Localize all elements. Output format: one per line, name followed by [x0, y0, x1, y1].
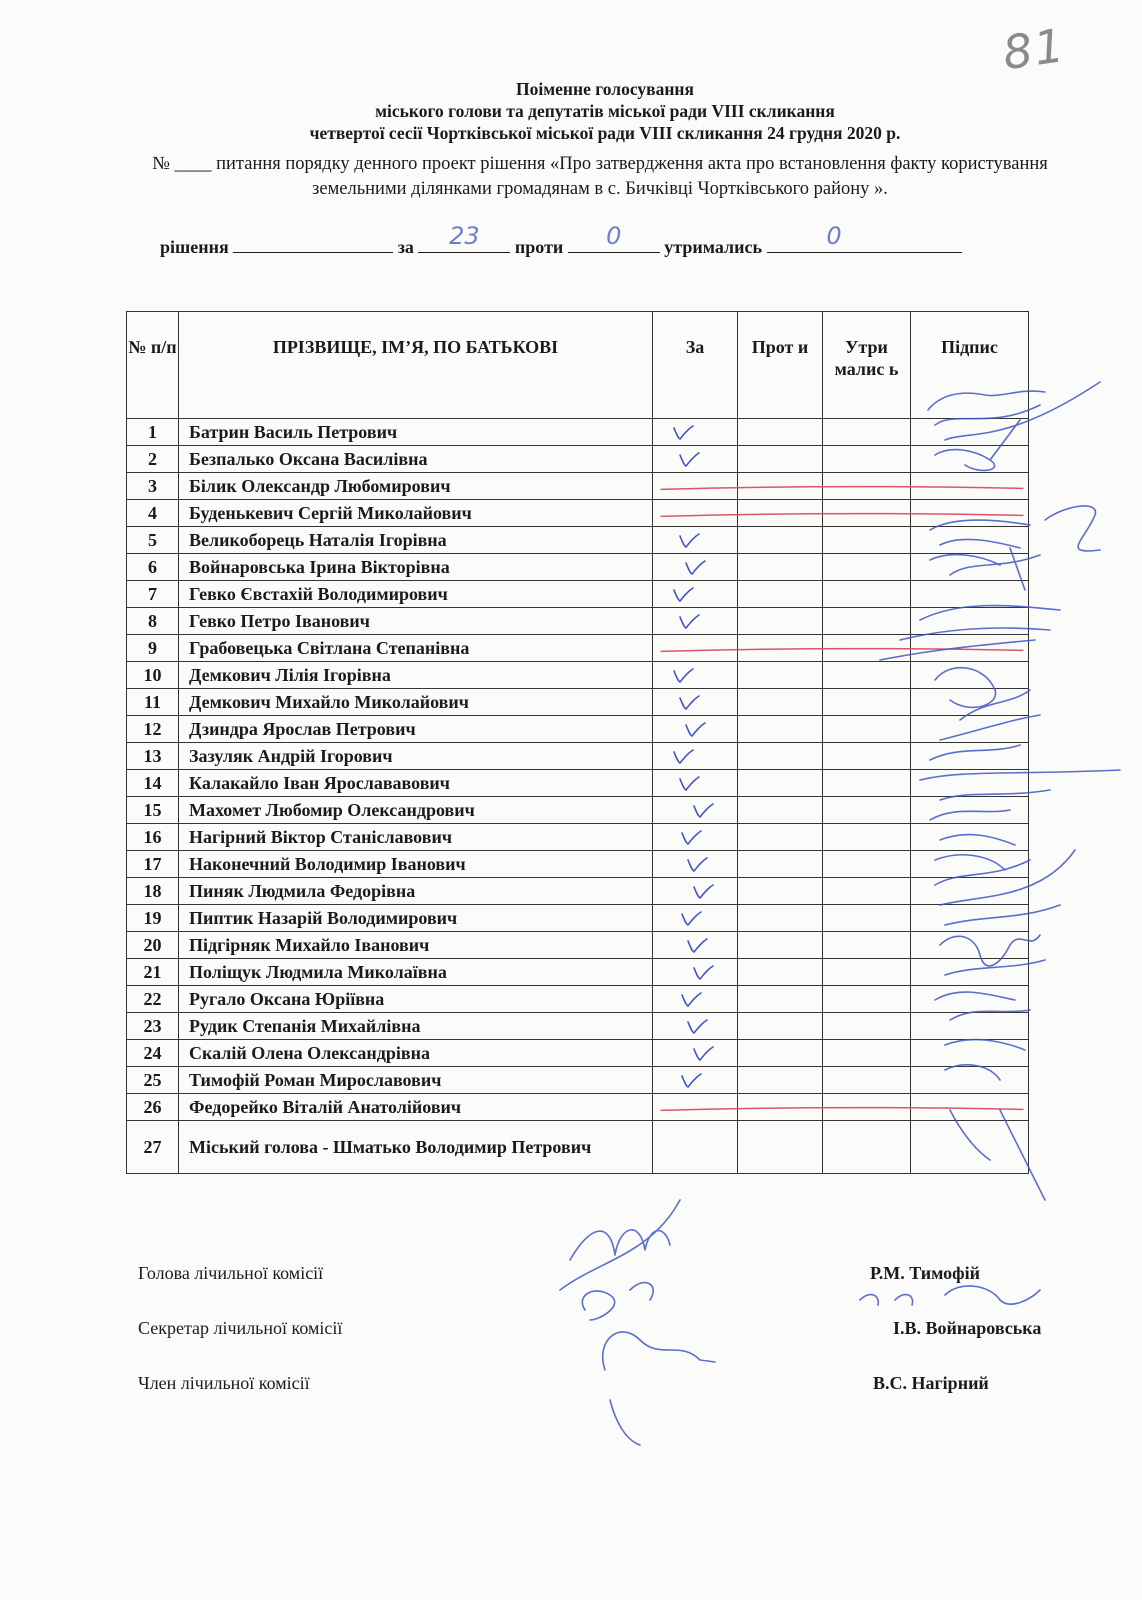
- row-number: 27: [127, 1121, 179, 1174]
- member-full-name: Пиняк Людмила Федорівна: [179, 878, 653, 905]
- row-number: 2: [127, 446, 179, 473]
- vote-for-cell: [653, 1040, 738, 1067]
- row-number: 22: [127, 986, 179, 1013]
- checkmark-icon: [679, 989, 703, 1009]
- table-row: [127, 1013, 1029, 1040]
- vote-for-cell: [653, 473, 738, 500]
- member-name: В.С. Нагірний: [873, 1373, 989, 1393]
- vote-abstained-cell: [823, 1040, 911, 1067]
- vote-for-cell: [653, 581, 738, 608]
- checkmark-icon: [691, 962, 715, 982]
- abstained-blank: [767, 222, 962, 253]
- vote-abstained-cell: [823, 1121, 911, 1174]
- member-full-name: Нагірний Віктор Станіславович: [179, 824, 653, 851]
- vote-abstained-cell: [823, 446, 911, 473]
- member-full-name: Міський голова - Шматько Володимир Петрович: [179, 1121, 653, 1174]
- vote-abstained-cell: [823, 743, 911, 770]
- vote-against-cell: [738, 1067, 823, 1094]
- row-number: 13: [127, 743, 179, 770]
- checkmark-icon: [685, 854, 709, 874]
- vote-against-cell: [738, 1040, 823, 1067]
- table-row: [127, 419, 1029, 446]
- vote-abstained-cell: [823, 527, 911, 554]
- member-full-name: Демкович Лілія Ігорівна: [179, 662, 653, 689]
- vote-against-cell: [738, 581, 823, 608]
- vote-against-cell: [738, 797, 823, 824]
- vote-against-cell: [738, 905, 823, 932]
- vote-against-cell: [738, 743, 823, 770]
- chair-name: Р.М. Тимофій: [870, 1263, 981, 1283]
- signature-cell: [911, 716, 1029, 743]
- row-number: 10: [127, 662, 179, 689]
- signature-cell: [911, 446, 1029, 473]
- commission-secretary-row: [138, 1318, 1058, 1373]
- signature-cell: [911, 554, 1029, 581]
- agenda-question: № ____ питання порядку денного проект рішення «Про затвердження акта про встановлення факту користування земельними ділянками громадянам в с. Бичківці Чортківського району ».: [152, 154, 1048, 199]
- against-label: проти: [514, 237, 564, 257]
- vote-for-cell: [653, 662, 738, 689]
- vote-for-cell: [653, 554, 738, 581]
- document-header: [60, 78, 1142, 144]
- checkmark-icon: [671, 746, 695, 766]
- checkmark-icon: [691, 800, 715, 820]
- vote-tally: [160, 222, 1060, 258]
- vote-against-cell: [738, 662, 823, 689]
- vote-abstained-cell: [823, 959, 911, 986]
- vote-abstained-cell: [823, 419, 911, 446]
- signature-cell: [911, 1013, 1029, 1040]
- checkmark-icon: [679, 827, 703, 847]
- vote-for-cell: [653, 959, 738, 986]
- vote-against-cell: [738, 1013, 823, 1040]
- member-full-name: Дзиндра Ярослав Петрович: [179, 716, 653, 743]
- member-full-name: Ругало Оксана Юріївна: [179, 986, 653, 1013]
- signature-cell: [911, 1040, 1029, 1067]
- against-blank: [568, 222, 660, 253]
- row-number: 18: [127, 878, 179, 905]
- vote-for-cell: [653, 419, 738, 446]
- member-full-name: Поліщук Людмила Миколаївна: [179, 959, 653, 986]
- signature-cell: [911, 1121, 1029, 1174]
- vote-for-cell: [653, 1067, 738, 1094]
- vote-abstained-cell: [823, 635, 911, 662]
- for-blank: [418, 222, 510, 253]
- vote-against-cell: [738, 500, 823, 527]
- table-row: [127, 500, 1029, 527]
- secretary-role: Секретар лічильної комісії: [138, 1318, 343, 1338]
- vote-abstained-cell: [823, 716, 911, 743]
- header-for: За: [653, 312, 738, 419]
- handwritten-page-number: 81: [999, 17, 1070, 81]
- vote-abstained-cell: [823, 986, 911, 1013]
- table-body: [127, 419, 1029, 1174]
- vote-for-cell: [653, 878, 738, 905]
- checkmark-icon: [683, 557, 707, 577]
- member-role: Член лічильної комісії: [138, 1373, 310, 1393]
- vote-abstained-cell: [823, 473, 911, 500]
- vote-for-cell: [653, 824, 738, 851]
- table-row: [127, 716, 1029, 743]
- vote-for-cell: [653, 1013, 738, 1040]
- checkmark-icon: [677, 449, 701, 469]
- signature-cell: [911, 689, 1029, 716]
- vote-against-cell: [738, 770, 823, 797]
- signature-cell: [911, 905, 1029, 932]
- member-full-name: Войнаровська Ірина Вікторівна: [179, 554, 653, 581]
- member-full-name: Калакайло Іван Ярослававович: [179, 770, 653, 797]
- checkmark-icon: [677, 530, 701, 550]
- row-number: 6: [127, 554, 179, 581]
- row-number: 9: [127, 635, 179, 662]
- member-full-name: Федорейко Віталій Анатолійович: [179, 1094, 653, 1121]
- member-full-name: Підгірняк Михайло Іванович: [179, 932, 653, 959]
- vote-for-cell: [653, 932, 738, 959]
- signature-cell: [911, 797, 1029, 824]
- signature-cell: [911, 1094, 1029, 1121]
- row-number: 1: [127, 419, 179, 446]
- vote-for-cell: [653, 986, 738, 1013]
- signature-cell: [911, 662, 1029, 689]
- row-number: 5: [127, 527, 179, 554]
- table-row: [127, 527, 1029, 554]
- vote-against-cell: [738, 932, 823, 959]
- vote-against-cell: [738, 824, 823, 851]
- row-number: 16: [127, 824, 179, 851]
- checkmark-icon: [677, 773, 701, 793]
- signature-cell: [911, 959, 1029, 986]
- member-full-name: Грабовецька Світлана Степанівна: [179, 635, 653, 662]
- header-signature: Підпис: [911, 312, 1029, 419]
- header-subtitle: міського голови та депутатів міської ради VIII скликання: [375, 101, 835, 121]
- checkmark-icon: [671, 665, 695, 685]
- secretary-name: І.В. Войнаровська: [893, 1318, 1042, 1338]
- table-row: [127, 824, 1029, 851]
- table-row: [127, 635, 1029, 662]
- signature-cell: [911, 608, 1029, 635]
- vote-against-cell: [738, 419, 823, 446]
- vote-abstained-cell: [823, 689, 911, 716]
- member-full-name: Пиптик Назарій Володимирович: [179, 905, 653, 932]
- commission-chair-row: [138, 1263, 1058, 1318]
- vote-abstained-cell: [823, 851, 911, 878]
- vote-for-cell: [653, 905, 738, 932]
- signature-cell: [911, 1067, 1029, 1094]
- signature-cell: [911, 932, 1029, 959]
- row-number: 11: [127, 689, 179, 716]
- row-number: 20: [127, 932, 179, 959]
- signature-cell: [911, 743, 1029, 770]
- row-number: 24: [127, 1040, 179, 1067]
- vote-against-cell: [738, 1094, 823, 1121]
- row-number: 19: [127, 905, 179, 932]
- vote-abstained-cell: [823, 824, 911, 851]
- vote-abstained-cell: [823, 608, 911, 635]
- checkmark-icon: [679, 1070, 703, 1090]
- row-number: 17: [127, 851, 179, 878]
- table-row: [127, 689, 1029, 716]
- vote-for-cell: [653, 608, 738, 635]
- row-number: 12: [127, 716, 179, 743]
- vote-against-cell: [738, 689, 823, 716]
- checkmark-icon: [677, 611, 701, 631]
- vote-for-cell: [653, 716, 738, 743]
- member-full-name: Скалій Олена Олександрівна: [179, 1040, 653, 1067]
- member-full-name: Рудик Степанія Михайлівна: [179, 1013, 653, 1040]
- vote-for-cell: [653, 851, 738, 878]
- vote-abstained-cell: [823, 500, 911, 527]
- vote-for-cell: [653, 527, 738, 554]
- checkmark-icon: [683, 719, 707, 739]
- vote-abstained-cell: [823, 770, 911, 797]
- member-full-name: Безпалько Оксана Василівна: [179, 446, 653, 473]
- vote-abstained-cell: [823, 797, 911, 824]
- table-row: [127, 878, 1029, 905]
- vote-against-cell: [738, 527, 823, 554]
- table-row: [127, 662, 1029, 689]
- vote-for-cell: [653, 743, 738, 770]
- vote-abstained-cell: [823, 878, 911, 905]
- vote-against-cell: [738, 608, 823, 635]
- checkmark-icon: [691, 1043, 715, 1063]
- header-title: Поіменне голосування: [516, 79, 694, 99]
- table-row: [127, 554, 1029, 581]
- member-full-name: Батрин Василь Петрович: [179, 419, 653, 446]
- checkmark-icon: [677, 692, 701, 712]
- row-number: 4: [127, 500, 179, 527]
- vote-against-cell: [738, 878, 823, 905]
- table-row: [127, 473, 1029, 500]
- member-full-name: Наконечний Володимир Іванович: [179, 851, 653, 878]
- member-full-name: Тимофій Роман Мирославович: [179, 1067, 653, 1094]
- header-session: четвертої сесії Чортківської міської ради VIII скликання 24 грудня 2020 р.: [309, 123, 901, 143]
- signature-cell: [911, 527, 1029, 554]
- member-full-name: Гевко Євстахій Володимирович: [179, 581, 653, 608]
- table-row: [127, 851, 1029, 878]
- vote-against-cell: [738, 959, 823, 986]
- member-full-name: Зазуляк Андрій Ігорович: [179, 743, 653, 770]
- signature-cell: [911, 824, 1029, 851]
- member-full-name: Білик Олександр Любомирович: [179, 473, 653, 500]
- counting-commission: [138, 1263, 1058, 1428]
- table-row: [127, 905, 1029, 932]
- member-full-name: Махомет Любомир Олександрович: [179, 797, 653, 824]
- signature-cell: [911, 851, 1029, 878]
- table-row: [127, 1094, 1029, 1121]
- table-row: [127, 446, 1029, 473]
- table-row: [127, 1067, 1029, 1094]
- signature-cell: [911, 500, 1029, 527]
- table-row: [127, 1121, 1029, 1174]
- row-number: 7: [127, 581, 179, 608]
- row-number: 25: [127, 1067, 179, 1094]
- vote-abstained-cell: [823, 554, 911, 581]
- signature-cell: [911, 770, 1029, 797]
- decision-label: рішення: [160, 237, 229, 257]
- vote-abstained-cell: [823, 1094, 911, 1121]
- checkmark-icon: [685, 935, 709, 955]
- table-row: [127, 581, 1029, 608]
- row-number: 21: [127, 959, 179, 986]
- vote-against-cell: [738, 1121, 823, 1174]
- chair-role: Голова лічильної комісії: [138, 1263, 324, 1283]
- decision-blank: [233, 232, 393, 253]
- table-row: [127, 797, 1029, 824]
- signature-cell: [911, 581, 1029, 608]
- vote-abstained-cell: [823, 1067, 911, 1094]
- abstained-label: утримались: [664, 237, 762, 257]
- table-row: [127, 608, 1029, 635]
- against-count: 0: [606, 222, 622, 250]
- vote-for-cell: [653, 500, 738, 527]
- vote-against-cell: [738, 851, 823, 878]
- vote-against-cell: [738, 635, 823, 662]
- table-row: [127, 986, 1029, 1013]
- vote-abstained-cell: [823, 581, 911, 608]
- vote-abstained-cell: [823, 1013, 911, 1040]
- vote-for-cell: [653, 1121, 738, 1174]
- table-row: [127, 932, 1029, 959]
- member-full-name: Демкович Михайло Миколайович: [179, 689, 653, 716]
- vote-against-cell: [738, 554, 823, 581]
- member-full-name: Гевко Петро Іванович: [179, 608, 653, 635]
- table-row: [127, 959, 1029, 986]
- header-abstained: Утри малис ь: [823, 312, 911, 419]
- row-number: 23: [127, 1013, 179, 1040]
- vote-against-cell: [738, 473, 823, 500]
- vote-abstained-cell: [823, 905, 911, 932]
- vote-abstained-cell: [823, 662, 911, 689]
- roll-call-table: [126, 311, 1029, 1174]
- vote-against-cell: [738, 716, 823, 743]
- signature-cell: [911, 635, 1029, 662]
- vote-for-cell: [653, 689, 738, 716]
- vote-for-cell: [653, 446, 738, 473]
- signature-cell: [911, 986, 1029, 1013]
- row-number: 26: [127, 1094, 179, 1121]
- member-full-name: Буденькевич Сергій Миколайович: [179, 500, 653, 527]
- signature-cell: [911, 419, 1029, 446]
- checkmark-icon: [685, 1016, 709, 1036]
- vote-for-cell: [653, 770, 738, 797]
- row-number: 3: [127, 473, 179, 500]
- row-number: 15: [127, 797, 179, 824]
- row-number: 14: [127, 770, 179, 797]
- member-full-name: Великоборець Наталія Ігорівна: [179, 527, 653, 554]
- checkmark-icon: [671, 422, 695, 442]
- checkmark-icon: [691, 881, 715, 901]
- vote-for-cell: [653, 635, 738, 662]
- vote-against-cell: [738, 446, 823, 473]
- header-against: Прот и: [738, 312, 823, 419]
- for-label: за: [397, 237, 414, 257]
- checkmark-icon: [671, 584, 695, 604]
- row-number: 8: [127, 608, 179, 635]
- header-name: ПРІЗВИЩЕ, ІМ’Я, ПО БАТЬКОВІ: [179, 312, 653, 419]
- table-row: [127, 743, 1029, 770]
- vote-for-cell: [653, 797, 738, 824]
- for-count: 23: [449, 222, 480, 250]
- abstained-count: 0: [826, 222, 842, 250]
- table-row: [127, 770, 1029, 797]
- signature-cell: [911, 473, 1029, 500]
- signature-cell: [911, 878, 1029, 905]
- vote-abstained-cell: [823, 932, 911, 959]
- vote-against-cell: [738, 986, 823, 1013]
- commission-member-row: [138, 1373, 1058, 1428]
- header-number: № п/п: [127, 312, 179, 419]
- table-row: [127, 1040, 1029, 1067]
- vote-for-cell: [653, 1094, 738, 1121]
- checkmark-icon: [679, 908, 703, 928]
